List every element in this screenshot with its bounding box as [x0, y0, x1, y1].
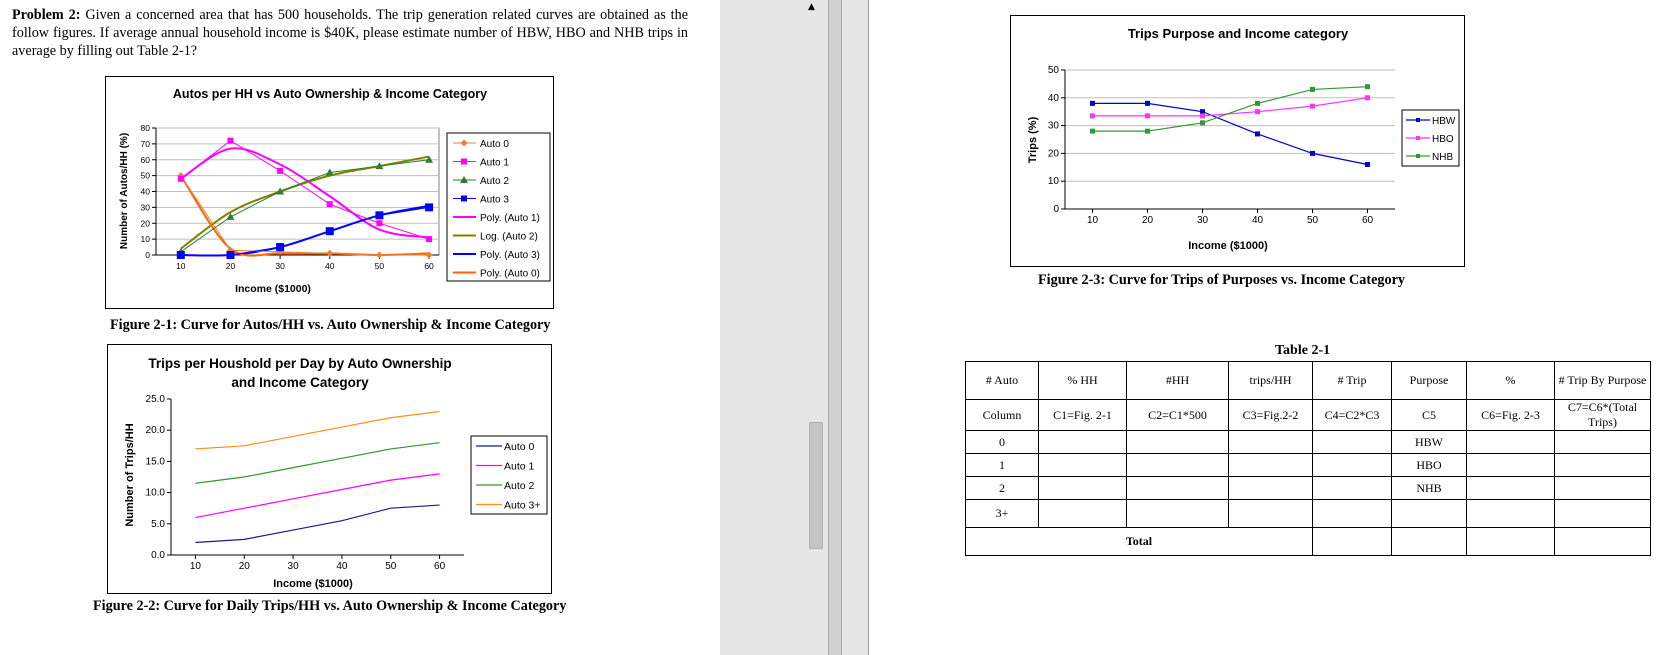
fig3-x-tick-label: 50	[1306, 215, 1319, 226]
fig3-x-tick-label: 60	[1361, 215, 1374, 226]
fig1-series-line	[181, 160, 429, 252]
problem-text: Given a concerned area that has 500 households. The trip generation related curves are obtained as the follow figures. If average annual household income is $40K, please estimate number of HBW, HBO and NHB trips in average by filling out Table 2-1?	[12, 7, 688, 59]
table-empty-cell[interactable]	[1313, 454, 1392, 477]
table-formula-cell: C6=Fig. 2-3	[1467, 400, 1555, 431]
fig3-data-point	[1145, 113, 1150, 118]
fig2-title: and Income Category	[231, 375, 369, 390]
table-empty-cell[interactable]	[1555, 431, 1651, 454]
figure-2-2-svg	[108, 345, 551, 593]
fig1-data-point	[375, 211, 383, 219]
fig2-y-tick-label: 15.0	[145, 456, 165, 468]
figure-2-2-caption: Figure 2-2: Curve for Daily Trips/HH vs. Auto Ownership & Income Category	[93, 598, 567, 614]
fig2-legend-label: Auto 0	[504, 441, 535, 453]
fig1-data-point	[426, 236, 432, 242]
fig1-data-point	[327, 201, 333, 207]
document-left-page	[0, 0, 720, 655]
table-empty-cell[interactable]	[1229, 500, 1313, 528]
table-empty-cell[interactable]	[1127, 454, 1229, 477]
table-auto-cell: 1	[966, 454, 1039, 477]
table-empty-cell[interactable]	[1039, 454, 1127, 477]
fig3-x-tick-label: 20	[1141, 215, 1154, 226]
fig3-x-tick-label: 10	[1086, 215, 1099, 226]
figure-2-3-svg	[1011, 16, 1464, 266]
fig1-legend-label: Auto 2	[480, 176, 509, 187]
fig1-data-point	[276, 243, 284, 251]
table-header-row	[966, 362, 1651, 400]
fig1-data-point	[376, 252, 383, 259]
table-empty-cell[interactable]	[1229, 477, 1313, 500]
fig2-legend-label: Auto 2	[504, 480, 535, 492]
fig2-legend-label: Auto 3+	[504, 499, 541, 512]
table-purpose-cell: HBW	[1392, 431, 1467, 454]
table-empty-cell[interactable]	[1039, 500, 1127, 528]
table-row	[966, 500, 1651, 528]
table-formula-cell: C5	[1392, 400, 1467, 431]
fig3-series-line	[1093, 87, 1368, 131]
fig1-data-point	[326, 227, 334, 235]
fig1-data-point	[326, 250, 333, 257]
scroll-up-arrow-icon[interactable]: ▲	[808, 2, 815, 12]
table-empty-cell[interactable]	[1127, 500, 1229, 528]
vertical-scrollbar-thumb[interactable]	[809, 422, 823, 549]
table-empty-cell[interactable]	[1313, 500, 1392, 528]
fig1-legend-label: Auto 0	[480, 139, 509, 150]
table-empty-cell[interactable]	[1127, 431, 1229, 454]
fig1-legend-label: Poly. (Auto 0)	[480, 268, 540, 280]
table-formula-cell: C2=C1*500	[1127, 400, 1229, 431]
fig1-y-tick-label: 40	[140, 186, 150, 197]
fig2-y-label: Number of Trips/HH	[124, 423, 136, 527]
fig3-y-tick-label: 20	[1047, 148, 1059, 160]
fig3-legend-marker	[1416, 154, 1420, 158]
figure-2-3-chart	[1010, 15, 1465, 267]
fig1-legend-label: Log. (Auto 2)	[480, 231, 538, 243]
fig1-data-point	[376, 220, 382, 226]
fig1-y-label: Number of Autos/HH (%)	[119, 132, 130, 250]
fig3-data-point	[1200, 120, 1205, 125]
figure-2-3-caption: Figure 2-3: Curve for Trips of Purposes vs. Income Category	[1038, 272, 1405, 288]
table-auto-cell: 2	[966, 477, 1039, 500]
fig3-legend-label: HBW	[1432, 116, 1456, 127]
fig1-y-tick-label: 30	[140, 202, 150, 213]
fig2-x-tick-label: 30	[287, 561, 299, 572]
fig2-x-label: Income ($1000)	[273, 578, 353, 590]
table-row	[966, 431, 1651, 454]
table-row	[966, 454, 1651, 477]
fig2-series-line	[195, 411, 439, 448]
fig1-series-line	[181, 141, 429, 239]
fig3-x-label: Income ($1000)	[1188, 240, 1268, 252]
fig3-x-tick-label: 30	[1196, 215, 1209, 226]
fig1-legend-label: Poly. (Auto 3)	[480, 250, 540, 261]
fig3-legend-marker	[1416, 118, 1420, 122]
fig1-data-point	[425, 203, 433, 211]
table-header-cell: # Trip	[1313, 362, 1392, 400]
table-header-cell: Purpose	[1392, 362, 1467, 400]
table-formula-cell: C4=C2*C3	[1313, 400, 1392, 431]
table-empty-cell[interactable]	[1039, 431, 1127, 454]
figure-2-1-caption: Figure 2-1: Curve for Autos/HH vs. Auto Ownership & Income Category	[110, 317, 551, 333]
table-total-row	[966, 528, 1651, 556]
fig1-x-tick-label: 50	[374, 261, 385, 271]
fig1-legend-label: Auto 3	[480, 194, 509, 206]
table-empty-cell[interactable]	[1229, 454, 1313, 477]
table-header-cell: trips/HH	[1229, 362, 1313, 400]
fig1-x-tick-label: 30	[275, 261, 285, 271]
table-formula-row	[966, 400, 1651, 431]
table-header-cell: #HH	[1127, 362, 1229, 400]
fig3-data-point	[1200, 113, 1205, 118]
table-purpose-cell: NHB	[1392, 477, 1467, 500]
table-empty-cell[interactable]	[1392, 528, 1467, 556]
figure-2-2-chart	[107, 344, 552, 594]
fig2-x-tick-label: 40	[336, 561, 348, 572]
fig1-y-tick-label: 50	[140, 170, 150, 181]
fig2-y-tick-label: 5.0	[151, 518, 165, 530]
fig1-y-tick-label: 0	[145, 250, 150, 260]
fig2-x-tick-label: 10	[189, 561, 201, 572]
fig3-legend-marker	[1416, 136, 1420, 140]
table-empty-cell[interactable]	[1467, 500, 1555, 528]
fig2-series-line	[195, 443, 439, 484]
table-empty-cell[interactable]	[1467, 477, 1555, 500]
table-empty-cell[interactable]	[1313, 431, 1392, 454]
fig3-data-point	[1255, 109, 1260, 114]
fig3-legend-label: HBO	[1432, 134, 1454, 145]
fig3-data-point	[1255, 131, 1260, 136]
fig1-x-tick-label: 10	[176, 261, 186, 271]
fig2-series-line	[195, 474, 439, 518]
fig2-title: Trips per Houshold per Day by Auto Ownership	[148, 356, 452, 371]
viewer-gap	[720, 0, 868, 655]
fig3-data-point	[1310, 151, 1315, 156]
fig1-x-tick-label: 20	[225, 261, 236, 271]
table-empty-cell[interactable]	[1313, 477, 1392, 500]
fig2-x-tick-label: 60	[434, 561, 446, 572]
table-empty-cell[interactable]	[1313, 528, 1392, 556]
fig3-data-point	[1145, 129, 1150, 134]
fig1-y-tick-label: 10	[140, 234, 150, 245]
fig1-legend-label: Auto 1	[480, 157, 509, 169]
fig3-data-point	[1365, 84, 1370, 89]
table-2-1	[965, 361, 1651, 556]
fig1-y-tick-label: 60	[140, 154, 150, 165]
fig3-y-tick-label: 40	[1047, 92, 1059, 104]
fig1-y-tick-label: 70	[140, 138, 150, 149]
table-row	[966, 477, 1651, 500]
fig1-data-point	[226, 251, 234, 259]
table-empty-cell[interactable]	[1392, 500, 1467, 528]
table-empty-cell[interactable]	[1555, 528, 1651, 556]
fig1-x-tick-label: 40	[325, 261, 335, 271]
table-formula-cell: C7=C6*(Total Trips)	[1555, 400, 1651, 431]
table-formula-cell: Column	[966, 400, 1039, 431]
table-header-cell: %	[1467, 362, 1555, 400]
fig3-data-point	[1090, 113, 1095, 118]
fig3-y-tick-label: 0	[1053, 204, 1059, 215]
problem-statement	[12, 6, 688, 60]
fig3-data-point	[1090, 129, 1095, 134]
fig1-legend-marker	[461, 196, 467, 202]
fig3-y-tick-label: 30	[1047, 120, 1059, 132]
fig3-data-point	[1365, 95, 1370, 100]
fig1-trendline	[181, 148, 429, 237]
fig1-x-label: Income ($1000)	[235, 283, 311, 295]
fig2-x-tick-label: 20	[238, 561, 250, 572]
table-purpose-cell: HBO	[1392, 454, 1467, 477]
table-total-label: Total	[966, 528, 1313, 556]
table-auto-cell: 0	[966, 431, 1039, 454]
fig3-data-point	[1310, 104, 1315, 109]
fig1-title: Autos per HH vs Auto Ownership & Income Category	[172, 87, 488, 101]
page-edge	[868, 0, 869, 655]
fig1-data-point	[227, 138, 233, 144]
fig3-data-point	[1145, 101, 1150, 106]
fig1-legend-label: Poly. (Auto 1)	[480, 213, 540, 224]
fig1-y-tick-label: 80	[140, 123, 150, 133]
table-header-cell: # Auto	[966, 362, 1039, 400]
figure-2-1-svg	[106, 77, 553, 308]
fig3-y-tick-label: 50	[1047, 65, 1059, 76]
fig2-y-tick-label: 0.0	[151, 550, 165, 561]
fig3-x-tick-label: 40	[1251, 215, 1264, 226]
table-empty-cell[interactable]	[1555, 477, 1651, 500]
fig3-legend-label: NHB	[1432, 152, 1454, 163]
fig2-y-tick-label: 25.0	[145, 394, 165, 405]
fig3-y-tick-label: 10	[1047, 176, 1059, 188]
fig1-legend-marker	[461, 159, 467, 165]
fig1-data-point	[177, 251, 185, 259]
fig1-data-point	[277, 168, 283, 174]
table-header-cell: # Trip By Purpose	[1555, 362, 1651, 400]
table-2-1-title: Table 2-1	[1275, 343, 1331, 358]
table-empty-cell[interactable]	[1467, 431, 1555, 454]
fig3-title: Trips Purpose and Income category	[1127, 26, 1349, 41]
fig3-data-point	[1255, 101, 1260, 106]
problem-label: Problem 2:	[12, 7, 81, 23]
table-empty-cell[interactable]	[1467, 528, 1555, 556]
fig2-legend-label: Auto 1	[504, 460, 535, 473]
fig3-data-point	[1090, 101, 1095, 106]
fig3-y-label: Trips (%)	[1027, 116, 1039, 164]
table-empty-cell[interactable]	[1555, 454, 1651, 477]
fig1-x-tick-label: 60	[424, 261, 434, 271]
table-formula-cell: C3=Fig.2-2	[1229, 400, 1313, 431]
fig2-x-tick-label: 50	[385, 561, 397, 572]
figure-2-1-chart	[105, 76, 554, 309]
table-empty-cell[interactable]	[1039, 477, 1127, 500]
table-empty-cell[interactable]	[1555, 500, 1651, 528]
fig3-data-point	[1310, 87, 1315, 92]
table-header-cell: % HH	[1039, 362, 1127, 400]
fig2-y-tick-label: 20.0	[145, 425, 165, 437]
table-formula-cell: C1=Fig. 2-1	[1039, 400, 1127, 431]
fig3-data-point	[1365, 162, 1370, 167]
vertical-scrollbar-track[interactable]	[828, 0, 842, 655]
table-auto-cell: 3+	[966, 500, 1039, 528]
table-empty-cell[interactable]	[1467, 454, 1555, 477]
table-empty-cell[interactable]	[1229, 431, 1313, 454]
table-empty-cell[interactable]	[1127, 477, 1229, 500]
fig2-y-tick-label: 10.0	[145, 487, 165, 499]
fig1-data-point	[178, 176, 184, 182]
fig1-y-tick-label: 20	[140, 218, 150, 229]
